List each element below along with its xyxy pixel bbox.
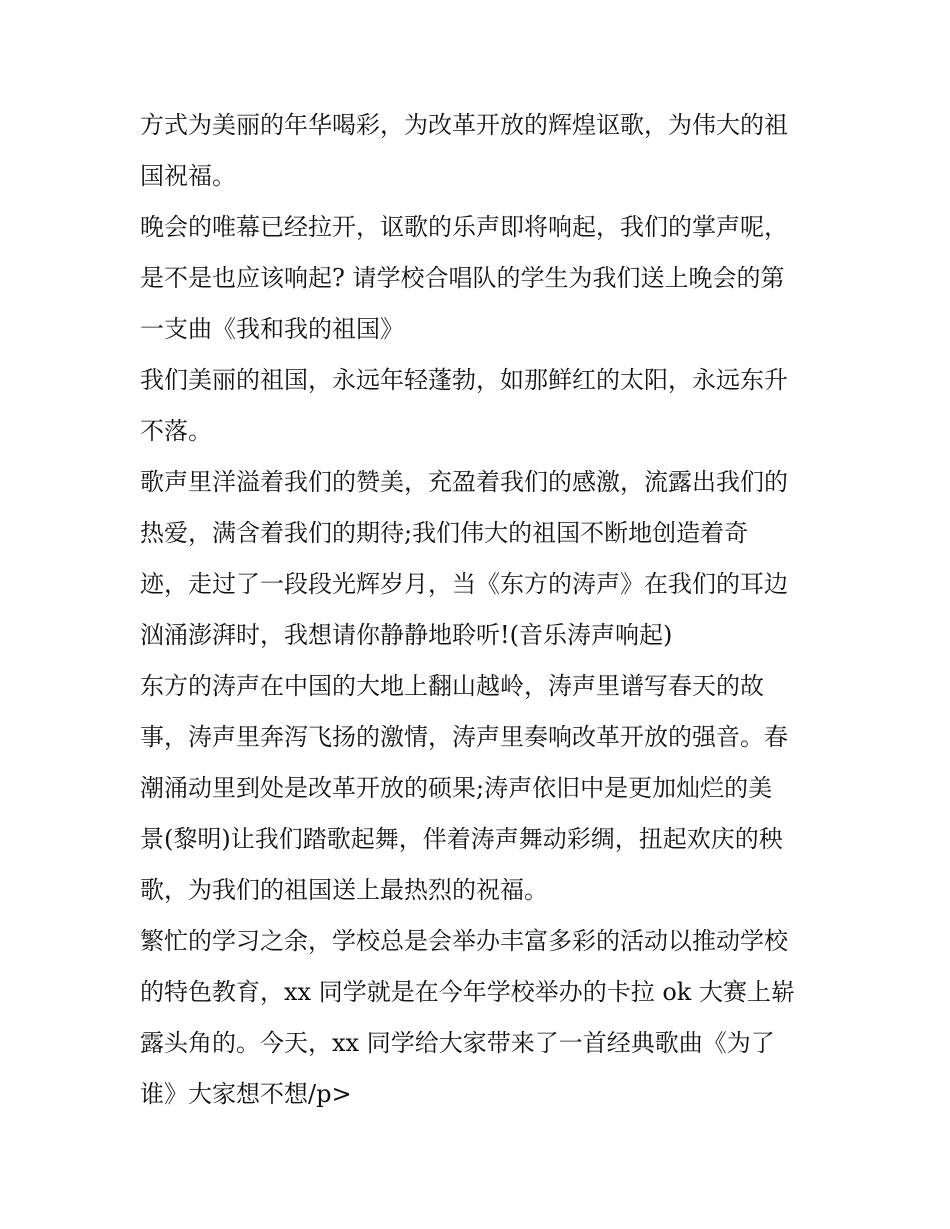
text-line: 谁》大家想不想/p>	[140, 1080, 352, 1108]
text-line: 是不是也应该响起? 请学校合唱队的学生为我们送上晚会的第	[140, 264, 785, 292]
text-line: 迹，走过了一段段光辉岁月，当《东方的涛声》在我们的耳边	[140, 570, 788, 598]
text-line: 歌声里洋溢着我们的赞美，充盈着我们的感激，流露出我们的	[140, 468, 788, 496]
text-line: 东方的涛声在中国的大地上翻山越岭，涛声里谱写春天的故	[140, 672, 764, 700]
document-body	[140, 100, 820, 1120]
text-line: 繁忙的学习之余，学校总是会举办丰富多彩的活动以推动学校	[140, 927, 788, 955]
text-line: 汹涌澎湃时，我想请你静静地聆听!(音乐涛声响起)	[140, 621, 673, 649]
text-line: 景(黎明)让我们踏歌起舞，伴着涛声舞动彩绸，扭起欢庆的秧	[140, 825, 783, 853]
text-line: 我们美丽的祖国，永远年轻蓬勃，如那鲜红的太阳，永远东升	[140, 366, 788, 394]
text-line: 歌，为我们的祖国送上最热烈的祝福。	[140, 876, 548, 904]
text-line: 热爱，满含着我们的期待;我们伟大的祖国不断地创造着奇	[140, 519, 749, 547]
text-line: 事，涛声里奔泻飞扬的激情，涛声里奏响改革开放的强音。春	[140, 723, 788, 751]
text-line: 方式为美丽的年华喝彩，为改革开放的辉煌讴歌，为伟大的祖	[140, 111, 788, 139]
text-line: 潮涌动里到处是改革开放的硕果;涛声依旧中是更加灿烂的美	[140, 774, 773, 802]
text-line: 的特色教育，xx 同学就是在今年学校举办的卡拉 ok 大赛上崭	[140, 978, 795, 1006]
text-line: 晚会的唯幕已经拉开，讴歌的乐声即将响起，我们的掌声呢，	[140, 213, 788, 241]
text-line: 不落。	[140, 417, 212, 445]
text-line: 一支曲《我和我的祖国》	[140, 315, 404, 343]
text-line: 露头角的。今天，xx 同学给大家带来了一首经典歌曲《为了	[140, 1029, 775, 1057]
text-line: 国祝福。	[140, 162, 236, 190]
